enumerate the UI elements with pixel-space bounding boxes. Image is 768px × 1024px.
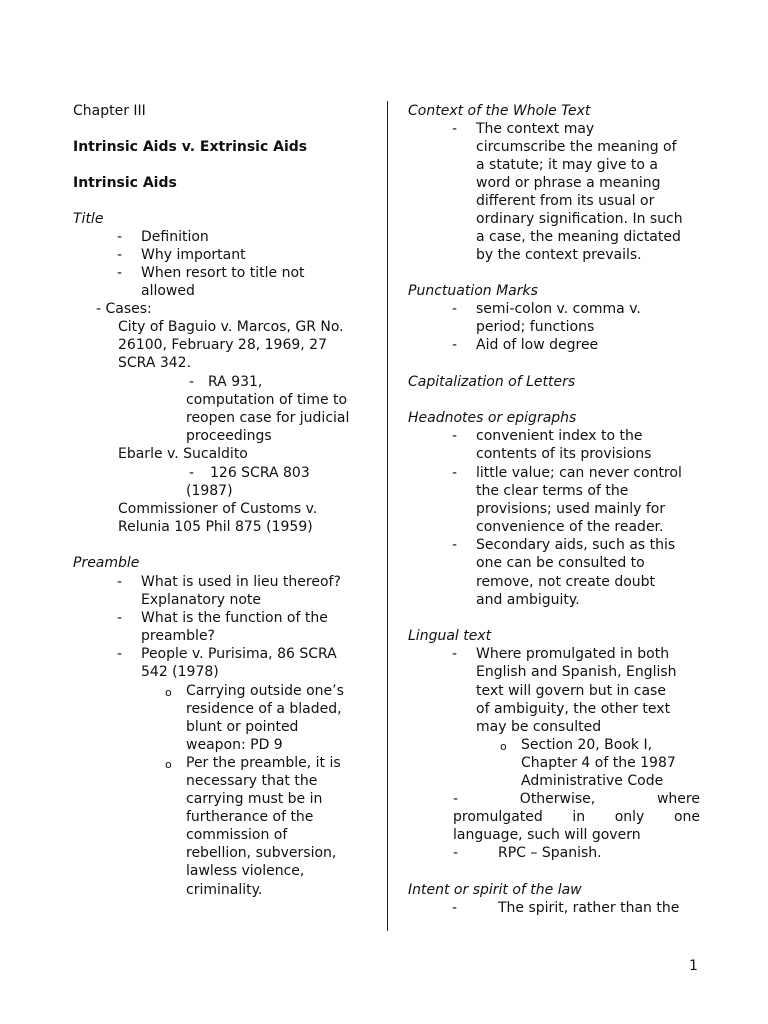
title-item-definition: Definition [141,229,209,245]
context-line: word or phrase a meaning [476,175,661,191]
case2-sub: (1987) [186,483,233,499]
bullet-dash: - [452,428,458,444]
case1-sub: reopen case for judicial [186,410,350,426]
case2-sub: 126 SCRA 803 [210,465,310,481]
capitalization-label: Capitalization of Letters [408,374,576,390]
headnotes-item: provisions; used mainly for [476,501,666,517]
case3-line: Relunia 105 Phil 875 (1959) [118,519,313,535]
chapter-label: Chapter III [73,103,146,119]
otherwise-line [453,790,700,808]
preamble-q1: What is used in lieu thereof? [141,574,341,590]
context-line: a statute; it may give to a [476,157,659,173]
case3-line: Commissioner of Customs v. [118,501,318,517]
case1-sub: RA 931, [208,374,263,390]
otherwise-word: one [673,809,700,825]
otherwise-line [453,808,700,826]
preamble-q2: What is the function of the [141,610,328,626]
column-divider [387,101,388,931]
context-line: different from its usual or [476,193,655,209]
lingual-item: English and Spanish, English [476,664,677,680]
punctuation-item: Aid of low degree [476,337,599,353]
bullet-dash: - [189,374,195,390]
lingual-sub: Chapter 4 of the 1987 [521,755,676,771]
main-heading: Intrinsic Aids v. Extrinsic Aids [73,139,308,155]
otherwise-word: where [656,791,700,807]
case2-line: Ebarle v. Sucaldito [118,446,248,462]
bullet-dash: - [452,646,458,662]
preamble-sub1: residence of a bladed, [186,701,342,717]
preamble-sub1: Carrying outside one’s [186,683,344,699]
context-label: Context of the Whole Text [408,103,591,119]
bullet-dash: - [452,537,458,553]
preamble-sub2: commission of [186,827,288,843]
intrinsic-aids-heading: Intrinsic Aids [73,175,177,191]
intent-line: The spirit, rather than the [498,900,680,916]
lingual-item: of ambiguity, the other text [476,701,671,717]
headnotes-item: little value; can never control [476,465,682,481]
bullet-dash: - [117,247,123,263]
title-item-why: Why important [141,247,246,263]
otherwise-line: language, such will govern [453,827,641,843]
preamble-sub1: blunt or pointed [186,719,299,735]
bullet-dash: - [452,465,458,481]
bullet-dash: - [117,574,123,590]
lingual-item: text will govern but in case [476,683,666,699]
context-line: by the context prevails. [476,247,642,263]
preamble-sub2: lawless violence, [186,863,305,879]
bullet-dash: - [452,121,458,137]
context-line: circumscribe the meaning of [476,139,677,155]
lingual-item: Where promulgated in both [476,646,670,662]
bullet-dash: - [117,265,123,281]
preamble-sub2: Per the preamble, it is [186,755,341,771]
otherwise-word: only [614,809,645,825]
rpc-line: RPC – Spanish. [498,845,602,861]
headnotes-item: Secondary aids, such as this [476,537,676,553]
preamble-q1: Explanatory note [141,592,262,608]
context-line: The context may [476,121,595,137]
bullet-dash: - [452,337,458,353]
otherwise-word: in [572,809,586,825]
case1-line: City of Baguio v. Marcos, GR No. [118,319,344,335]
title-item-when: When resort to title not [141,265,305,281]
context-line: a case, the meaning dictated [476,229,681,245]
headnotes-item: convenience of the reader. [476,519,664,535]
case1-line: SCRA 342. [118,355,192,371]
bullet-dash: - [453,845,459,861]
preamble-label: Preamble [73,555,140,571]
lingual-sub: Section 20, Book I, [521,737,653,753]
intent-label: Intent or spirit of the law [408,882,582,898]
otherwise-word: - [453,791,459,807]
preamble-q3: 542 (1978) [141,664,219,680]
bullet-dash: - [117,229,123,245]
case1-sub: proceedings [186,428,272,444]
bullet-circle: o [165,686,172,699]
headnotes-item: remove, not create doubt [476,574,656,590]
headnotes-item: contents of its provisions [476,446,652,462]
lingual-label: Lingual text [408,628,492,644]
preamble-q2: preamble? [141,628,215,644]
case1-line: 26100, February 28, 1969, 27 [118,337,327,353]
headnotes-item: the clear terms of the [476,483,629,499]
bullet-dash: - [189,465,195,481]
preamble-sub1: weapon: PD 9 [186,737,283,753]
otherwise-word: promulgated [453,809,543,825]
headnotes-item: one can be consulted to [476,555,645,571]
context-line: ordinary signification. In such [476,211,683,227]
preamble-q3: People v. Purisima, 86 SCRA [141,646,337,662]
lingual-item: may be consulted [476,719,602,735]
title-section-label: Title [73,211,104,227]
bullet-dash: - [452,900,458,916]
preamble-sub2: criminality. [186,882,263,898]
preamble-sub2: rebellion, subversion, [186,845,337,861]
title-item-when-cont: allowed [141,283,195,299]
bullet-dash: - [117,610,123,626]
lingual-sub: Administrative Code [521,773,664,789]
punctuation-label: Punctuation Marks [408,283,538,299]
bullet-circle: o [165,758,172,771]
preamble-sub2: necessary that the [186,773,318,789]
case1-sub: computation of time to [186,392,348,408]
bullet-dash: - [452,301,458,317]
preamble-sub2: furtherance of the [186,809,314,825]
otherwise-word: Otherwise, [519,791,596,807]
headnotes-item: and ambiguity. [476,592,580,608]
headnotes-label: Headnotes or epigraphs [408,410,577,426]
preamble-sub2: carrying must be in [186,791,323,807]
cases-label: - Cases: [96,301,152,317]
punctuation-item: semi-colon v. comma v. [476,301,641,317]
bullet-circle: o [500,740,507,753]
bullet-dash: - [117,646,123,662]
punctuation-item: period; functions [476,319,595,335]
page-number: 1 [689,958,698,974]
headnotes-item: convenient index to the [476,428,643,444]
